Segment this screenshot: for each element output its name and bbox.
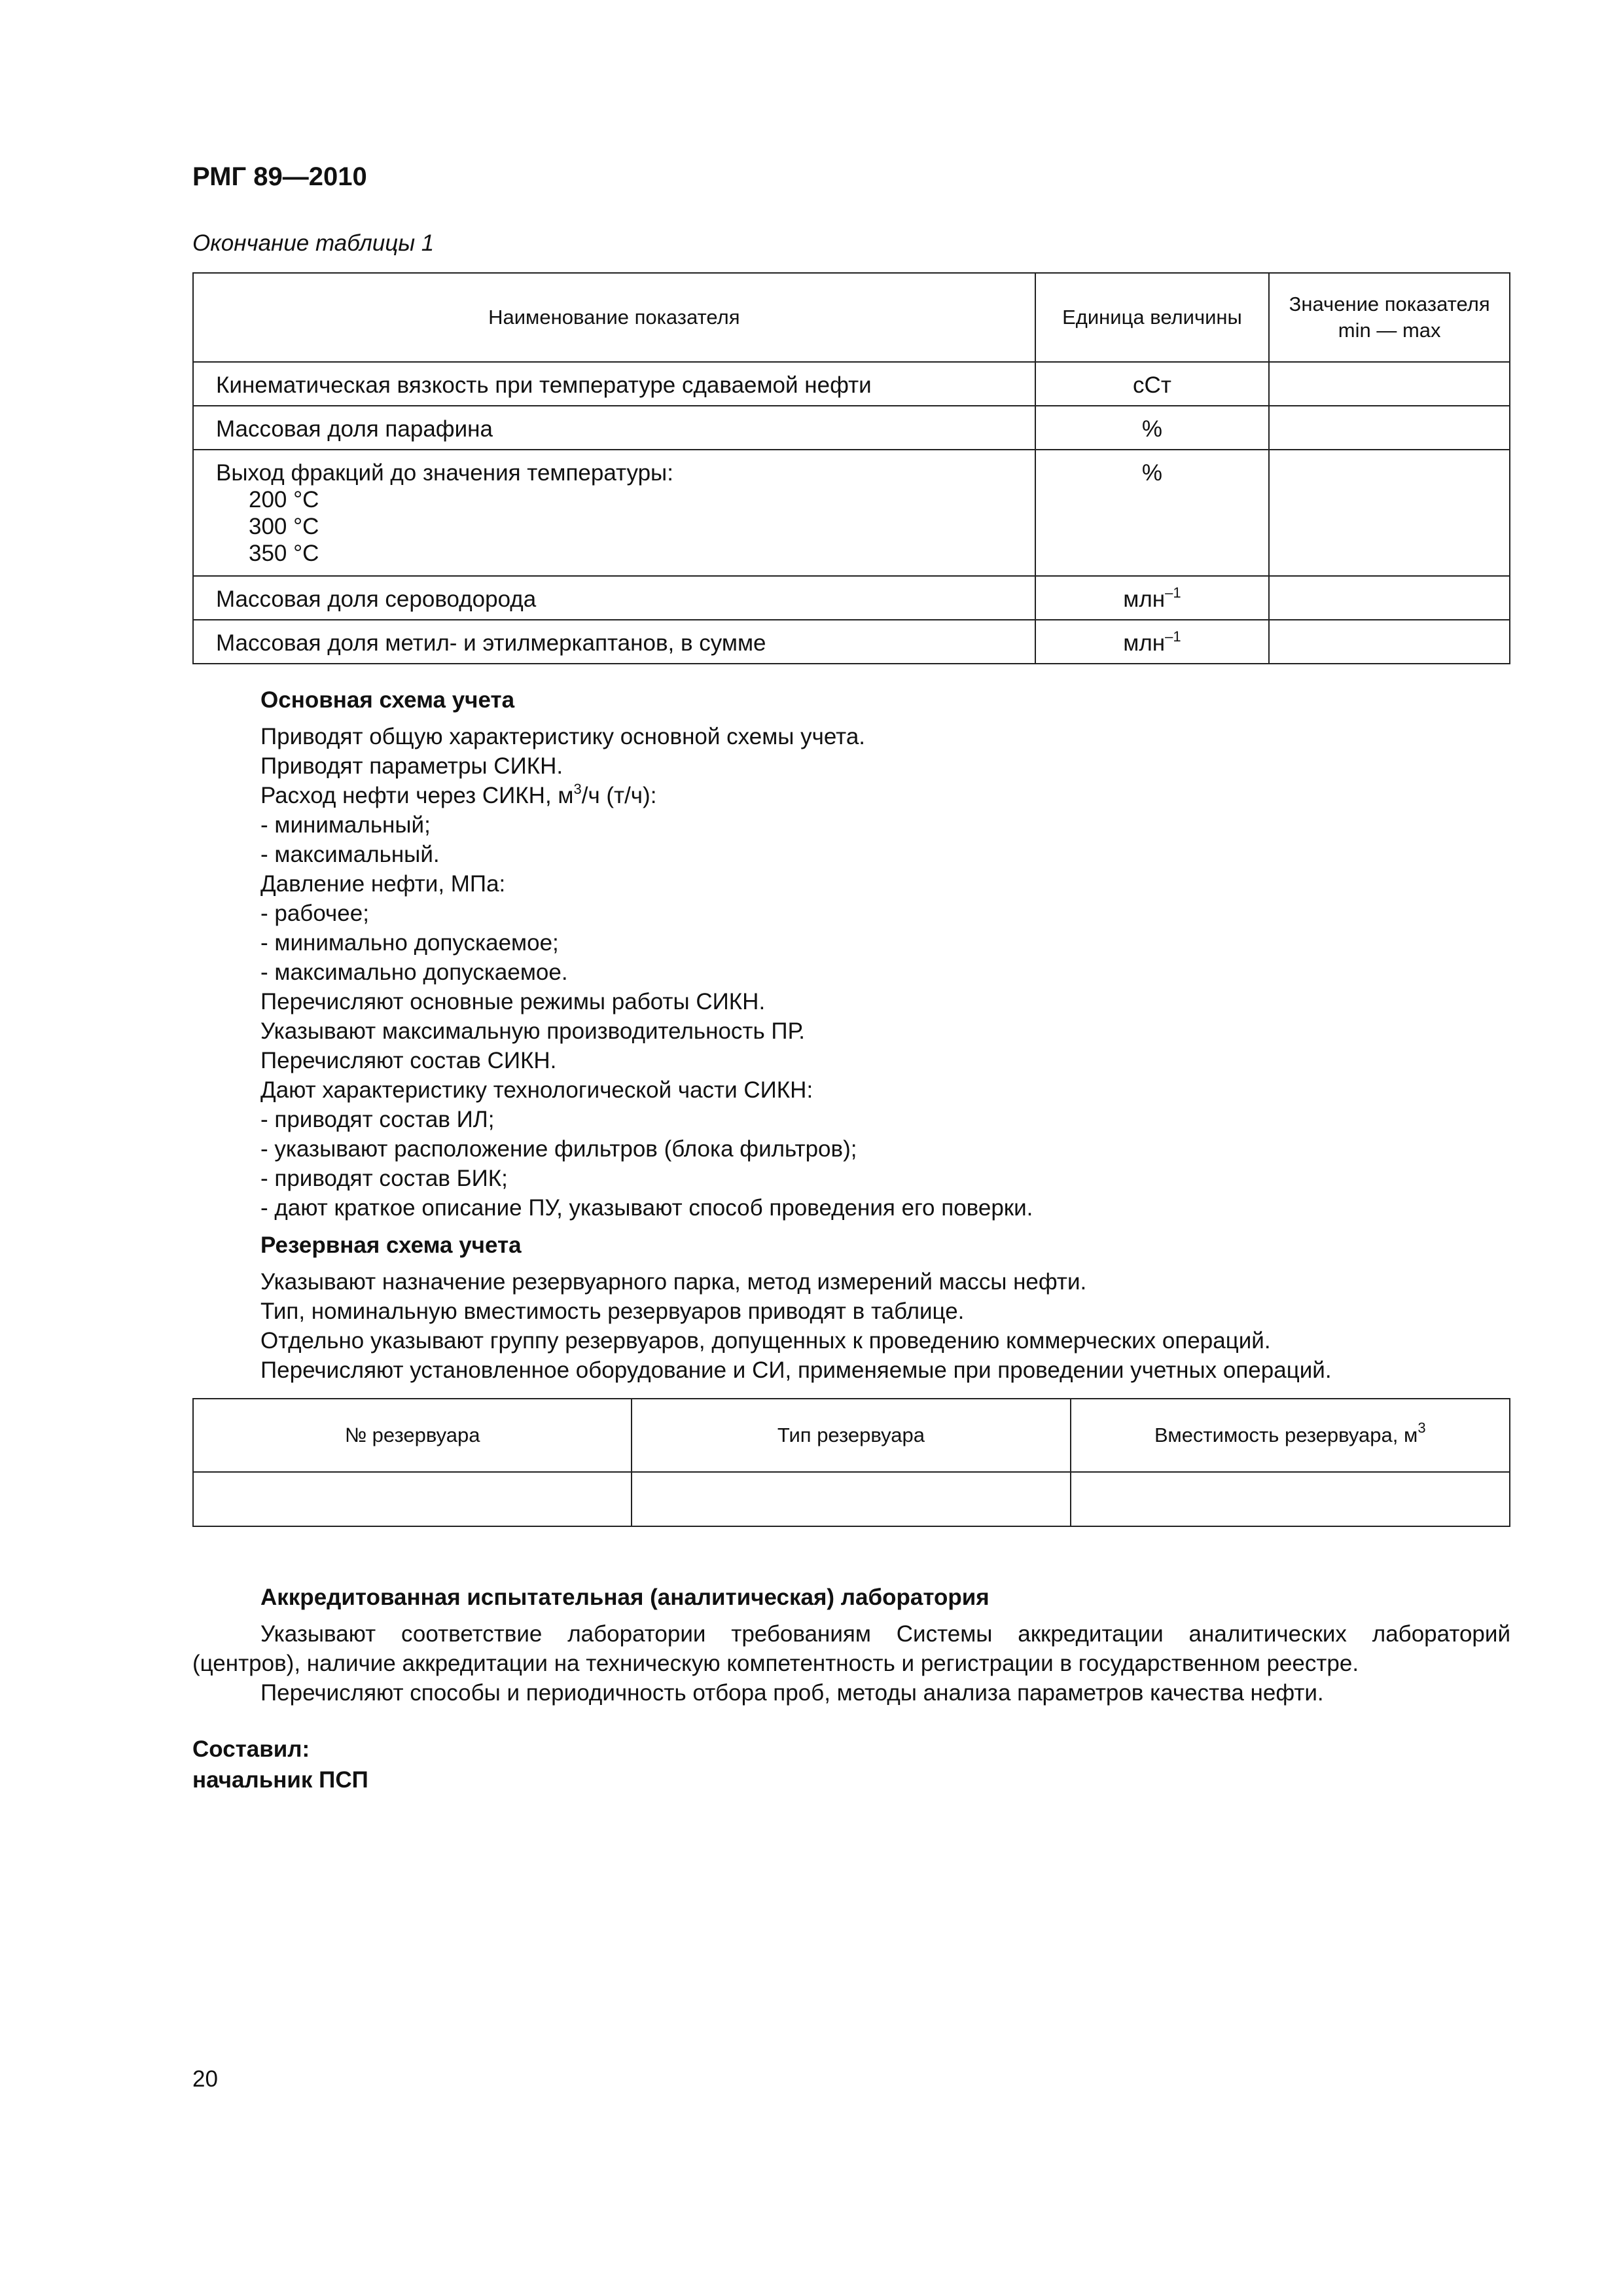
table-row (193, 406, 1510, 450)
reserve-scheme-line: Отдельно указывают группу резервуаров, допущенных к проведению коммерческих операций. (260, 1328, 1271, 1354)
flow-exponent: 3 (573, 781, 582, 797)
row-value (1269, 450, 1510, 576)
main-scheme-line: Дают характеристику технологической части СИКН: (260, 1077, 813, 1103)
table-header-row (193, 273, 1510, 362)
reservoir-table (192, 1398, 1510, 1527)
temperature-200: 200 °С (249, 487, 319, 512)
main-scheme-line: - максимально допускаемое. (260, 960, 568, 985)
table-row (193, 450, 1510, 576)
laboratory-line-1: Указывают соответствие лаборатории требованиям Системы аккредитации аналитических лабораторий (260, 1621, 1510, 1647)
row-unit-text: млн (1123, 630, 1166, 656)
document-code: РМГ 89—2010 (192, 162, 367, 191)
row-unit (1035, 450, 1270, 576)
row-name-text: Массовая доля метил- и этилмеркаптанов, в сумме (216, 630, 766, 656)
signature-label: Составил: (192, 1736, 310, 1762)
header-unit: Единица величины (1035, 273, 1270, 362)
capacity-label: Вместимость резервуара, м (1154, 1424, 1418, 1446)
flow-label: Расход нефти через СИКН, м (260, 783, 574, 808)
row-unit (1035, 362, 1270, 406)
main-scheme-line: Перечисляют основные режимы работы СИКН. (260, 989, 766, 1014)
page-number: 20 (192, 2066, 218, 2092)
table-row (193, 1472, 1510, 1526)
temperature-300: 300 °С (249, 514, 319, 539)
reserve-scheme-heading: Резервная схема учета (260, 1232, 522, 1258)
main-scheme-line: - минимально допускаемое; (260, 930, 559, 956)
main-scheme-line: Приводят общую характеристику основной схемы учета. (260, 724, 866, 749)
main-scheme-line: - максимальный. (260, 842, 440, 867)
main-scheme-line: - приводят состав БИК; (260, 1166, 508, 1191)
row-value (1269, 362, 1510, 406)
row-value (1269, 576, 1510, 620)
main-scheme-line: - минимальный; (260, 812, 431, 838)
unit-exponent: –1 (1165, 584, 1181, 601)
laboratory-heading: Аккредитованная испытательная (аналитическая) лаборатория (260, 1585, 990, 1610)
header-reservoir-number: № резервуара (193, 1399, 632, 1472)
row-unit (1035, 576, 1270, 620)
table-header-row (193, 1399, 1510, 1472)
main-scheme-line: - дают краткое описание ПУ, указывают способ проведения его поверки. (260, 1195, 1033, 1221)
row-value (1269, 620, 1510, 664)
row-name-text: Массовая доля парафина (216, 416, 493, 442)
reserve-scheme-text (260, 1267, 1332, 1385)
reserve-scheme-line: Перечисляют установленное оборудование и СИ, применяемые при проведении учетных операций. (260, 1357, 1332, 1383)
table-row (193, 362, 1510, 406)
capacity-exponent: 3 (1418, 1420, 1426, 1436)
main-scheme-line (260, 781, 1033, 810)
header-value-title: Значение показателя (1289, 293, 1490, 315)
main-scheme-line: Давление нефти, МПа: (260, 871, 506, 897)
row-name-text: Кинематическая вязкость при температуре сдаваемой нефти (216, 372, 872, 398)
signature-position: начальник ПСП (192, 1767, 368, 1793)
header-indicator-name: Наименование показателя (193, 273, 1035, 362)
temperature-350: 350 °С (249, 541, 319, 566)
header-reservoir-type: Тип резервуара (632, 1399, 1070, 1472)
row-unit-text: % (1141, 416, 1163, 442)
row-unit (1035, 620, 1270, 664)
header-value-range: min — max (1338, 319, 1441, 342)
row-unit (1035, 406, 1270, 450)
reserve-scheme-line: Тип, номинальную вместимость резервуаров приводят в таблице. (260, 1299, 965, 1324)
row-unit-text: сСт (1133, 372, 1171, 398)
main-scheme-line: Приводят параметры СИКН. (260, 753, 563, 779)
main-scheme-heading: Основная схема учета (260, 687, 515, 713)
main-scheme-line: - указывают расположение фильтров (блока фильтров); (260, 1136, 857, 1162)
main-scheme-line: - рабочее; (260, 901, 369, 926)
empty-cell (632, 1472, 1070, 1526)
unit-exponent: –1 (1165, 628, 1181, 645)
flow-units: /ч (т/ч): (581, 783, 657, 808)
row-name (193, 362, 1035, 406)
main-scheme-line: - приводят состав ИЛ; (260, 1107, 495, 1132)
row-name (193, 620, 1035, 664)
table-caption: Окончание таблицы 1 (192, 230, 435, 256)
row-unit-text: млн (1123, 586, 1166, 612)
table-row (193, 576, 1510, 620)
table-row (193, 620, 1510, 664)
row-unit-text: % (1141, 460, 1163, 486)
row-name (193, 450, 1035, 576)
reserve-scheme-line: Указывают назначение резервуарного парка, метод измерений массы нефти. (260, 1269, 1087, 1295)
row-name (193, 576, 1035, 620)
row-value (1269, 406, 1510, 450)
row-name-text: Выход фракций до значения температуры: (216, 460, 673, 486)
indicators-table (192, 272, 1510, 664)
row-name-text: Массовая доля сероводорода (216, 586, 537, 612)
row-name (193, 406, 1035, 450)
empty-cell (1071, 1472, 1510, 1526)
laboratory-line-2: (центров), наличие аккредитации на техническую компетентность и регистрации в государственном реестре. (192, 1651, 1359, 1676)
laboratory-line-3: Перечисляют способы и периодичность отбора проб, методы анализа параметров качества нефти. (260, 1680, 1324, 1706)
main-scheme-line: Перечисляют состав СИКН. (260, 1048, 557, 1073)
header-value (1269, 273, 1510, 362)
header-reservoir-capacity (1071, 1399, 1510, 1472)
empty-cell (193, 1472, 632, 1526)
main-scheme-line: Указывают максимальную производительность ПР. (260, 1018, 806, 1044)
main-scheme-text (260, 722, 1033, 1223)
